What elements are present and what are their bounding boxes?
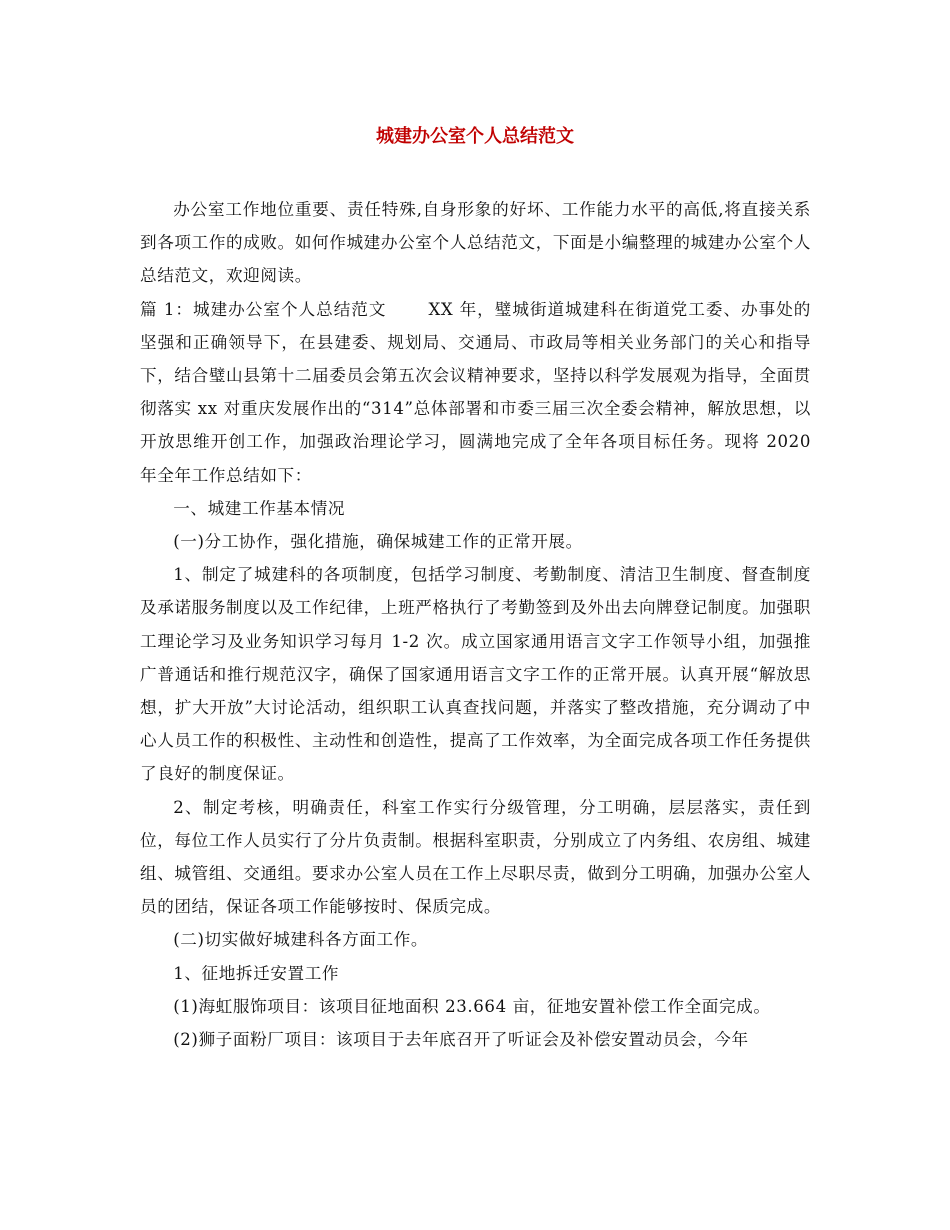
chapter-text: XX 年，璧城街道城建科在街道党工委、办事处的坚强和正确领导下，在县建委、规划局、交通局、市政局等相关业务部门的关心和指导下，结合璧山县第十二届委员会第五次会议精神要求，坚持以科学发展观为指导，全面贯彻落实 xx 对重庆发展作出的“314”总体部署和市委三届三次全委会精神，解放思想，以开放思维开创工作，加强政治理论学习，圆满地完成了全年各项目标任务。现将 2020 年全年工作总结如下：: [140, 299, 811, 485]
item-heading-1: 1、征地拆迁安置工作: [173, 963, 340, 983]
document-body: [140, 193, 811, 1056]
list-item-2: (2)狮子面粉厂项目：该项目于去年底召开了听证会及补偿安置动员会，今年: [173, 1030, 749, 1050]
paragraph-item-1: 1、制定了城建科的各项制度，包括学习制度、考勤制度、清洁卫生制度、督查制度及承诺服务制度以及工作纪律，上班严格执行了考勤签到及外出去向牌登记制度。加强职工理论学习及业务知识学习每月 1-2 次。成立国家通用语言文字工作领导小组，加强推广普通话和推行规范汉字，确保了国家通用语言文字工作的正常开展。认真开展“解放思想，扩大开放”大讨论活动，组织职工认真查找问题，并落实了整改措施，充分调动了中心人员工作的积极性、主动性和创造性，提高了工作效率，为全面完成各项工作任务提供了良好的制度保证。: [140, 565, 811, 784]
paragraph-item-2: 2、制定考核，明确责任，科室工作实行分级管理，分工明确，层层落实，责任到位，每位工作人员实行了分片负责制。根据科室职责，分别成立了内务组、农房组、城建组、城管组、交通组。要求办公室人员在工作上尽职尽责，做到分工明确，加强办公室人员的团结，保证各项工作能够按时、保质完成。: [140, 797, 811, 917]
section-heading-1: 一、城建工作基本情况: [173, 498, 346, 518]
chapter-paragraph: [140, 293, 811, 492]
document-title: 城建办公室个人总结范文: [376, 126, 574, 147]
chapter-label: 篇 1：城建办公室个人总结范文: [140, 299, 387, 319]
list-item-1: (1)海虹服饰项目：该项目征地面积 23.664 亩，征地安置补偿工作全面完成。: [173, 996, 771, 1016]
subsection-heading-2: (二)切实做好城建科各方面工作。: [173, 930, 429, 950]
intro-paragraph: 办公室工作地位重要、责任特殊,自身形象的好坏、工作能力水平的高低,将直接关系到各项工作的成败。如何作城建办公室个人总结范文，下面是小编整理的城建办公室个人总结范文，欢迎阅读。: [140, 200, 811, 286]
subsection-heading-1: (一)分工协作，强化措施，确保城建工作的正常开展。: [173, 532, 583, 552]
